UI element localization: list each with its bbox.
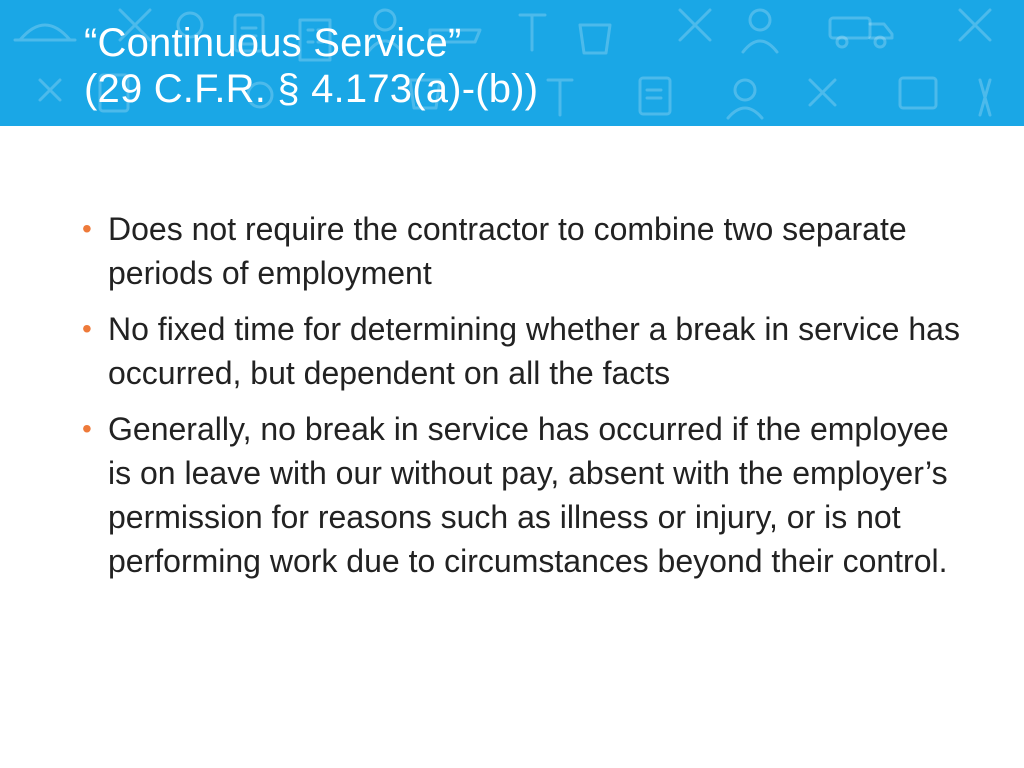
bullet-icon: • bbox=[82, 313, 92, 344]
bullet-text: Does not require the contractor to combine two separate periods of employment bbox=[108, 211, 907, 291]
list-item bbox=[82, 207, 962, 295]
bullet-icon: • bbox=[82, 213, 92, 244]
page-title bbox=[84, 20, 538, 112]
title-line-1: “Continuous Service” bbox=[84, 21, 462, 65]
bullet-icon: • bbox=[82, 413, 92, 444]
list-item bbox=[82, 307, 962, 395]
title-banner bbox=[0, 0, 1024, 126]
bullet-list bbox=[82, 207, 962, 583]
list-item bbox=[82, 407, 962, 583]
title-line-2: (29 C.F.R. § 4.173(a)-(b)) bbox=[84, 67, 539, 111]
bullet-text: Generally, no break in service has occurred if the employee is on leave with our without pay, absent with the employer’s permission for reasons such as illness or injury, or is not performing work due to circumstances beyond their control. bbox=[108, 411, 949, 579]
bullet-text: No fixed time for determining whether a break in service has occurred, but dependent on all the facts bbox=[108, 311, 960, 391]
slide-body bbox=[82, 207, 962, 595]
